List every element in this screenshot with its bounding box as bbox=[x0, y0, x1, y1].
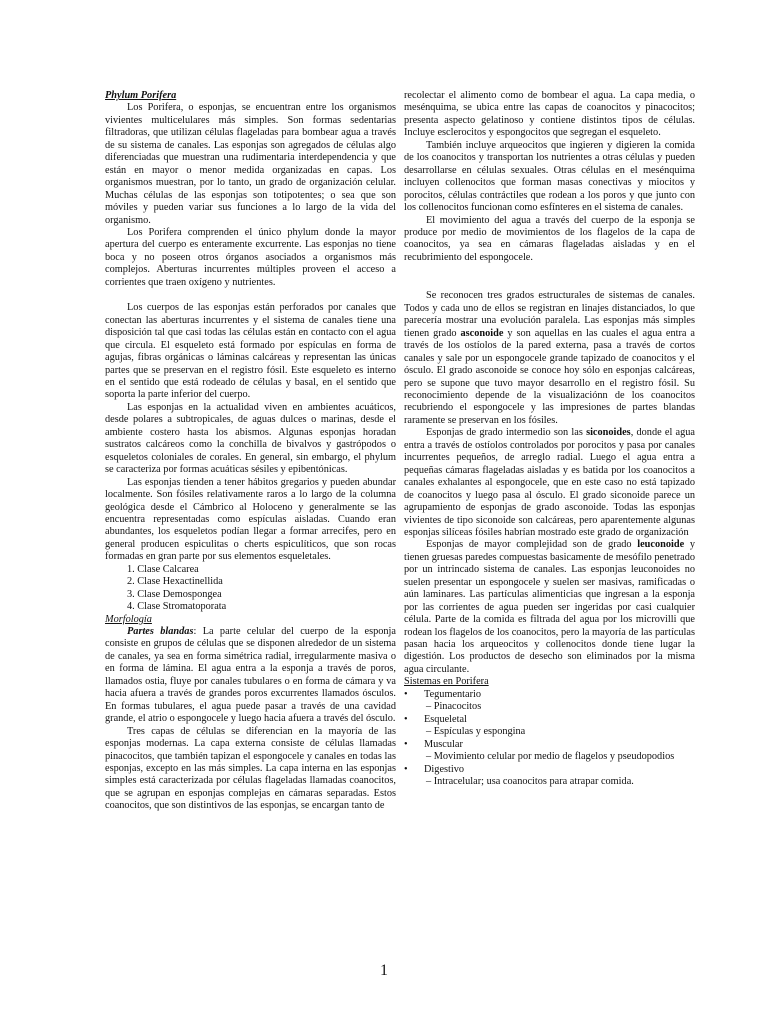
paragraph: El movimiento del agua a través del cuerpo de la esponja se produce por medio de movimientos de los flagelos de la capa de coanocitos, ya sea en cámaras flageladas aisladas y en el recubrimiento del espongocele. bbox=[404, 214, 695, 263]
paragraph: Los Porifera comprenden el único phylum donde la mayor apertura del cuerpo es enteramente excurrente. Las esponjas no tiene boca y no poseen otros órganos asociados a organismos más complejos. Aberturas incurrentes múltiples proveen el acceso a corrientes que traen oxígeno y nutrientes. bbox=[105, 226, 396, 288]
bullet: • bbox=[404, 688, 408, 700]
sistema-item bbox=[404, 714, 695, 726]
text-run: Esponjas de grado intermedio son las bbox=[426, 427, 587, 439]
class-list bbox=[105, 564, 396, 614]
sistemas-list bbox=[404, 676, 695, 788]
paragraph bbox=[404, 539, 695, 676]
bullet: • bbox=[404, 738, 408, 750]
term-leuconoide: leuconoide bbox=[637, 539, 685, 551]
sistema-detail: – Pinacocitos bbox=[426, 701, 482, 713]
paragraph: Los cuerpos de las esponjas están perforados por canales que conectan las aberturas incurrentes y el sistema de canales tiene una disposición tal que casi todas las células están en contacto con el agua que circula. El esqueleto está formado por espículas en forma de agujas, fibras orgánicas o láminas calcáreas y representan las únicas partes que se preservan en el registro fósil. Este esqueleto es interno en el sentido que está rodeado de células y basal, en el sentido que soporta la parte inferior del cuerpo. bbox=[105, 302, 396, 401]
text-run: y tienen gruesas paredes compuestas basicamente de mesófilo penetrado por un intrincado sistema de canales. Las esponjas leuconoides no suelen presentar un espongocele y suelen ser masivas, ramificadas o aún laminares. Las partículas alimenticias que ingresan a la esponja por las corrientes de agua pueden ser ingeridas por casi cualquier célula. Parte de la comida es filtrada del agua por los microvilli que rodean los flagelos de los coanocitos, pero la mayoría de las partículas pasan hacia los arqueocitos y collenocitos donde tiene lugar la digestión. Los productos de desecho son eliminados por la misma agua circulante. bbox=[404, 539, 695, 675]
class-item: 3. Clase Demospongea bbox=[127, 588, 222, 600]
page-number: 1 bbox=[380, 962, 388, 979]
sistema-detail: – Movimiento celular por medio de flagelos y pseudopodios bbox=[426, 751, 675, 763]
partes-blandas-text: : La parte celular del cuerpo de la esponja consiste en grupos de células que se disponen alrededor de un sistema de canales, ya sea en forma simétrica radial, irregularmente masiva o en forma de lámina. El agua entra a la esponja a través de poros, llamados ostia, fluye por canales tubulares o en forma de cámara y va hacia afuera a través de grandes poros excurrentes llamados ósculos. En formas tubulares, el agua puede pasar a través de una cavidad grande, el atrio o espongocele y luego hacia afuera a través del ósculo. bbox=[105, 626, 396, 725]
term-asconoide: asconoide bbox=[460, 327, 504, 339]
section-title bbox=[105, 90, 396, 102]
bullet: • bbox=[404, 713, 408, 725]
morfologia-heading bbox=[105, 614, 396, 626]
paragraph: Las esponjas en la actualidad viven en ambientes acuáticos, desde polares a subtropicales, de aguas dulces o marinas, desde el ambiente costero hasta los abismos. Algunas esponjas horadan sustratos calcáreos como la conchilla de bivalvos y gastrópodos o esqueletos coloniales de corales. En general, sin embargo, el phylum se caracteriza por formas acuáticas sésiles y epibentónicas. bbox=[105, 401, 396, 476]
sistema-name: Tegumentario bbox=[424, 688, 482, 700]
class-item: 4. Clase Stromatoporata bbox=[127, 601, 227, 613]
morfologia-text: Morfología bbox=[105, 613, 152, 625]
sistema-item bbox=[404, 764, 695, 776]
sistema-item bbox=[404, 739, 695, 751]
text-run: Esponjas de mayor complejidad son de grado bbox=[426, 539, 638, 551]
paragraph bbox=[404, 290, 695, 427]
paragraph bbox=[105, 626, 396, 726]
sistema-item bbox=[404, 689, 695, 701]
title-text: Phylum Porifera bbox=[105, 90, 177, 101]
term-siconoides: siconoides bbox=[586, 427, 631, 439]
class-item: 1. Clase Calcarea bbox=[127, 563, 199, 575]
paragraph: Las esponjas tienden a tener hábitos gregarios y pueden abundar localmente. Son fósiles relativamente raros a lo largo de la columna geológica desde el Cámbrico al Holoceno y generalmente se las encuentra representadas como espículas aisladas. Cuando eran abundantes, los esqueletos podían llegar a formar arrecifes, pero en general producen espiculitas o cherts espiculíticos, que son rocas formadas en gran parte por sus elementos esqueletales. bbox=[105, 476, 396, 563]
sistema-name: Muscular bbox=[424, 738, 463, 750]
sistemas-title: Sistemas en Porifera bbox=[404, 676, 489, 688]
partes-blandas-label: Partes blandas bbox=[127, 626, 194, 638]
text-run: Se reconocen tres grados estructurales de sistemas de canales. Todos y cada uno de ellos se registran en linajes distanciados, lo que parecería mostrar una evolución paralela. Las esponjas más simples tienen grado bbox=[404, 290, 695, 339]
sistema-name: Digestivo bbox=[424, 763, 465, 775]
right-column bbox=[404, 90, 695, 788]
class-item: 2. Clase Hexactinellida bbox=[127, 576, 223, 588]
text-run: , donde el agua entra a través de ostíolos controlados por porocitos y pasa por canales incurrentes pequeños, de arreglo radial. Luego el agua entra a pequeñas cámaras flageladas aisladas y es batida por los coanocitos a canales exhalantes al espongocele, que en este caso no está tapizado de coanocitos y luego pasa al ósculo. El grado siconoide parece un agrupamiento de esponjas de grado asconoide. Todas las esponjas vivientes de tipo siconoide son calcáreas, pero aparentemente algunas esponjas silíceas fósiles habrían mostrado este grado de organización bbox=[404, 427, 695, 538]
paragraph: Tres capas de células se diferencian en la mayoría de las esponjas modernas. La capa externa consiste de células llamadas pinacocitos, que también tapizan el espongocele y canales en todas las esponjas, excepto en las más simples. La capa interna en las esponjas simples está caracterizada por células flageladas llamadas coanocitos, que se agrupan en esponjas complejas en cámaras separadas. Estos coanocitos, que son distintivos de las esponjas, se encargan tanto de bbox=[105, 725, 396, 812]
sistema-name: Esqueletal bbox=[424, 713, 467, 725]
sistema-detail: – Espículas y espongina bbox=[426, 726, 526, 738]
text-run: y son aquellas en las cuales el agua entra a través de los ostíolos de la pared externa, pasa a través de cortos canales y sale por un espongocele grande tapizado de coanocitos y el ósculo. El grado asconoide se conoce hoy sólo en esponjas calcáreas, pero se supone que tuvo mayor desarrollo en el registro fósil. Su reconocimiento depende de la visualizaciónn de los coanocitos recubriendo el espongocele y las impresiones de partes blandas raramente se preservan en los fósiles. bbox=[404, 327, 695, 426]
left-column bbox=[105, 90, 396, 813]
bullet: • bbox=[404, 763, 408, 775]
paragraph: También incluye arqueocitos que ingieren y digieren la comida de los coanocitos y transportan los nutrientes a otras células y pueden desarrollarse en células sexuales. Otras células en el mesénquima incluyen collenocitos que forman masas conectivas y miocitos y porocitos, células contráctiles que rodean a los poros y que junto con los collenocitos funcionan como esfínteres en el sistema de canales. bbox=[404, 139, 695, 214]
paragraph: Los Porifera, o esponjas, se encuentran entre los organismos vivientes multicelulares más simples. Son formas sedentarias filtradoras, que utilizan células flageladas para bombear agua a través de su sistema de canales. Las esponjas son agregados de células algo diferenciadas que muestran una rudimentaria interdependencia y que están en mayor o menor medida organizadas en capas. Los organismos muestran, por lo tanto, un grado de organización celular. Muchas células de las esponjas son totipotentes; o sea que son móviles y pueden variar sus funciones a lo largo de la vida del organismo. bbox=[105, 102, 396, 226]
paragraph: recolectar el alimento como de bombear el agua. La capa media, o mesénquima, se ubica entre las capas de coanocitos y pinacocitos; presenta aspecto gelatinoso y contiene distintos tipos de células. Incluye esclerocitos y espongocitos que segregan el esqueleto. bbox=[404, 90, 695, 139]
sistema-detail: – Intracelular; usa coanocitos para atrapar comida. bbox=[426, 776, 634, 788]
paragraph bbox=[404, 427, 695, 539]
